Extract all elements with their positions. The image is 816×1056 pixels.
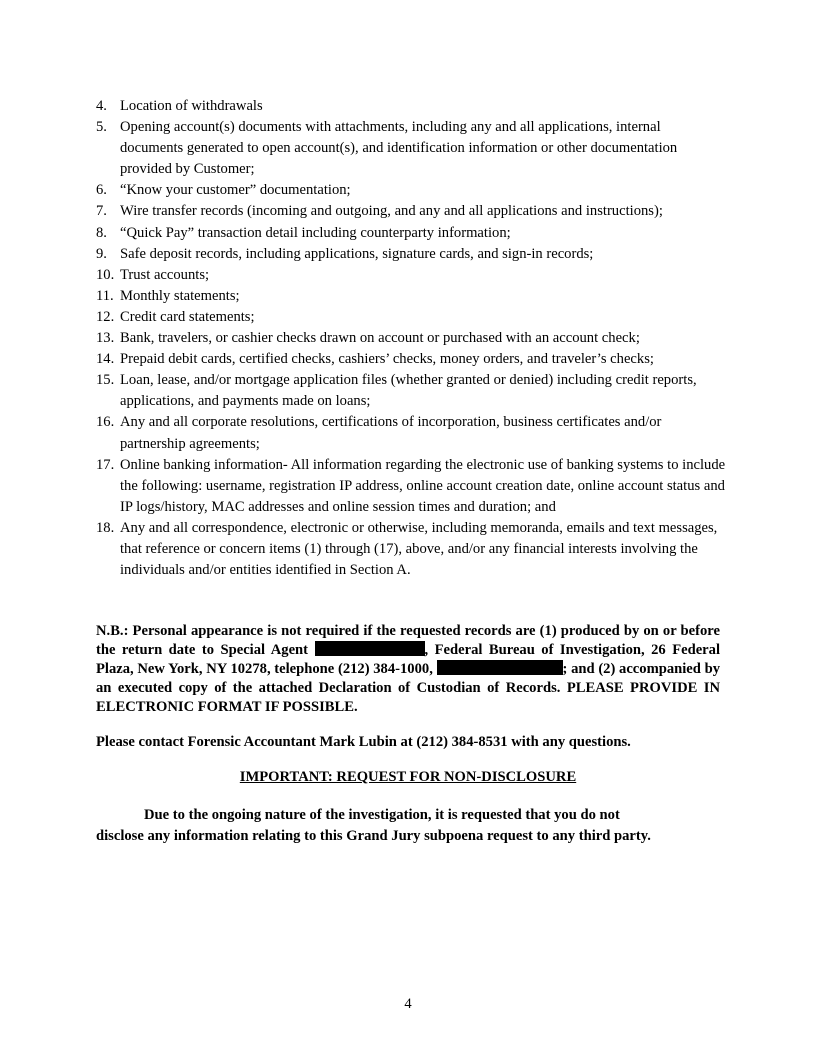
item-number: 13. xyxy=(96,330,115,347)
nb-paragraph xyxy=(96,622,720,717)
item-number: 18. xyxy=(96,519,115,536)
list-item xyxy=(96,265,726,286)
list-item xyxy=(96,455,726,518)
page-number: 4 xyxy=(404,996,412,1012)
item-number: 7. xyxy=(96,203,107,220)
item-number: 6. xyxy=(96,182,107,199)
item-number: 12. xyxy=(96,308,115,325)
records-list xyxy=(96,96,726,581)
item-text: “Quick Pay” transaction detail including counterparty information; xyxy=(120,224,511,241)
list-item xyxy=(96,518,726,581)
item-text: Wire transfer records (incoming and outgoing, and any and all applications and instructions); xyxy=(120,203,663,220)
item-text: Location of withdrawals xyxy=(120,98,263,114)
item-number: 17. xyxy=(96,456,115,473)
non-disclosure-paragraph xyxy=(96,805,726,847)
redaction-block xyxy=(315,641,425,656)
item-number: 16. xyxy=(96,414,115,431)
item-text: Trust accounts; xyxy=(120,266,210,283)
item-text: Prepaid debit cards, certified checks, cashiers’ checks, money orders, and traveler’s checks; xyxy=(120,351,654,368)
heading-text: IMPORTANT: REQUEST FOR NON-DISCLOSURE xyxy=(239,769,577,785)
nb-text-2: , Federal Bureau of Investigation, 26 Federal Plaza, New York, NY 10278, telephone (212) 384-1000, xyxy=(96,642,721,677)
non-disclosure-line-1: Due to the ongoing nature of the investigation, it is requested that you do not xyxy=(144,807,620,823)
list-item xyxy=(96,244,726,265)
list-item xyxy=(96,223,726,244)
item-number: 11. xyxy=(96,287,114,304)
item-text: Loan, lease, and/or mortgage application files (whether granted or denied) including credit reports, applications, and payments made on loans; xyxy=(120,372,697,410)
item-number: 15. xyxy=(96,372,115,389)
item-text: “Know your customer” documentation; xyxy=(120,182,351,199)
list-item xyxy=(96,412,726,454)
list-item xyxy=(96,201,726,222)
item-text: Bank, travelers, or cashier checks drawn on account or purchased with an account check; xyxy=(120,330,640,347)
nb-text-1: N.B.: Personal appearance is not required if the requested records are (1) produced by on or before the return date to Special Agent xyxy=(96,623,720,658)
list-item xyxy=(96,117,726,180)
non-disclosure-heading xyxy=(96,768,720,787)
item-text: Online banking information- All information regarding the electronic use of banking systems to include the following: username, registration IP address, online account creation date, online account status and IP logs/history, MAC addresses and online session times and duration; and xyxy=(120,456,726,515)
list-item xyxy=(96,328,726,349)
item-text: Any and all corporate resolutions, certifications of incorporation, business certificates and/or partnership agreements; xyxy=(120,414,662,452)
item-text: Any and all correspondence, electronic or otherwise, including memoranda, emails and text messages, that reference or concern items (1) through (17), above, and/or any financial interests involving the individuals and/or entities identified in Section A. xyxy=(120,519,718,579)
list-item xyxy=(96,307,726,328)
list-item xyxy=(96,349,726,370)
list-item xyxy=(96,370,726,412)
item-number: 8. xyxy=(96,224,107,241)
item-number: 5. xyxy=(96,119,107,136)
item-text: Opening account(s) documents with attachments, including any and all applications, internal documents generated to open account(s), and identification information or other documentation provided by Customer; xyxy=(120,119,678,178)
nb-text-3: ; and (2) accompanied by an executed copy of the attached Declaration of Custodian of Records. PLEASE PROVIDE IN ELECTRONIC FORMAT IF POSSIBLE. xyxy=(96,661,721,715)
item-number: 10. xyxy=(96,266,115,283)
list-item xyxy=(96,96,726,117)
item-text: Safe deposit records, including applications, signature cards, and sign-in records; xyxy=(120,245,594,262)
item-number: 4. xyxy=(96,98,107,114)
contact-line: Please contact Forensic Accountant Mark Lubin at (212) 384-8531 with any questions. xyxy=(96,734,631,750)
item-text: Credit card statements; xyxy=(120,308,255,325)
list-item xyxy=(96,286,726,307)
item-text: Monthly statements; xyxy=(120,287,240,304)
list-item xyxy=(96,180,726,201)
item-number: 9. xyxy=(96,245,107,262)
non-disclosure-line-2: disclose any information relating to this Grand Jury subpoena request to any third party. xyxy=(96,828,651,844)
item-number: 14. xyxy=(96,351,115,368)
redaction-block xyxy=(437,660,563,675)
